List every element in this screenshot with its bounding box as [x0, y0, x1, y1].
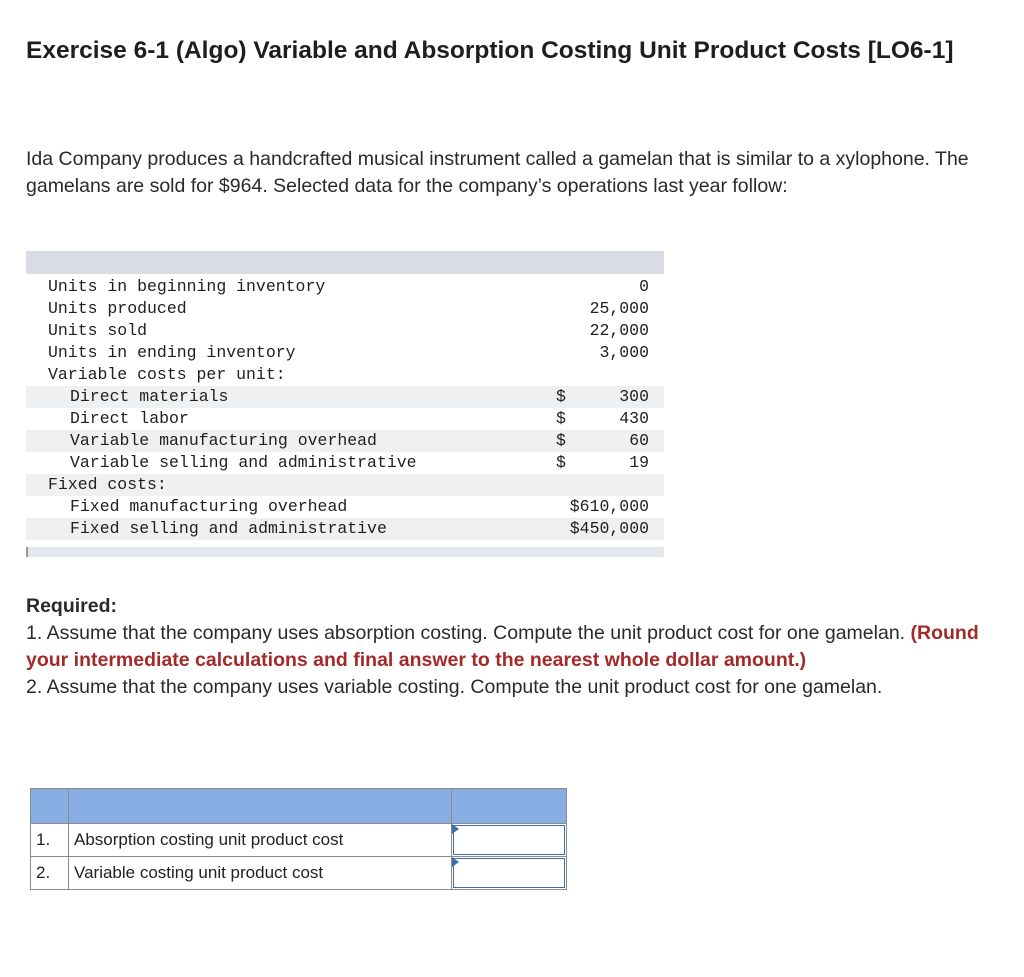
input-marker-icon: [452, 857, 459, 867]
table-row: Fixed manufacturing overhead $610,000: [70, 497, 649, 516]
table-row: Variable manufacturing overhead $ 60: [26, 430, 664, 452]
table-row: Variable costs per unit:: [48, 365, 286, 384]
required-section: [26, 593, 1011, 701]
input-marker-icon: [452, 824, 459, 834]
answer-row: [31, 824, 567, 857]
table-header-bar: [26, 251, 664, 274]
rounding-instruction: (Round your intermediate calculations and final answer to the nearest whole dollar amount.): [26, 622, 979, 671]
table-footer-bar: [26, 547, 664, 557]
requirement-1: [26, 620, 1011, 674]
table-row: Fixed selling and administrative $450,000: [26, 518, 664, 540]
required-heading: Required:: [26, 595, 118, 617]
table-row: Direct labor $ 430: [70, 409, 649, 428]
requirement-2: 2. Assume that the company uses variable costing. Compute the unit product cost for one gamelan.: [26, 676, 883, 698]
table-row: Direct materials $ 300: [26, 386, 664, 408]
answer-table-header: [31, 789, 567, 824]
exercise-title: Exercise 6-1 (Algo) Variable and Absorption Costing Unit Product Costs [LO6-1]: [26, 37, 954, 64]
absorption-cost-input[interactable]: [453, 825, 565, 855]
table-row: Units sold 22,000: [48, 321, 649, 340]
answer-row-number: 2.: [31, 857, 69, 890]
table-row: Variable selling and administrative $ 19: [70, 453, 649, 472]
table-row: Fixed costs:: [26, 474, 664, 496]
answer-row-number: 1.: [31, 824, 69, 857]
table-row: Units in ending inventory 3,000: [48, 343, 649, 362]
variable-cost-input[interactable]: [453, 858, 565, 888]
table-row: Units in beginning inventory 0: [48, 277, 649, 296]
requirement-1-text: 1. Assume that the company uses absorption costing. Compute the unit product cost for one gamelan.: [26, 622, 906, 644]
problem-intro: Ida Company produces a handcrafted musical instrument called a gamelan that is similar to a xylophone. The gamelans are sold for $964. Selected data for the company’s operations last year follow:: [26, 148, 969, 197]
answer-row-label: Variable costing unit product cost: [69, 857, 452, 890]
answer-table: [30, 788, 567, 890]
answer-row: [31, 857, 567, 890]
answer-row-label: Absorption costing unit product cost: [69, 824, 452, 857]
table-row: Units produced 25,000: [48, 299, 649, 318]
